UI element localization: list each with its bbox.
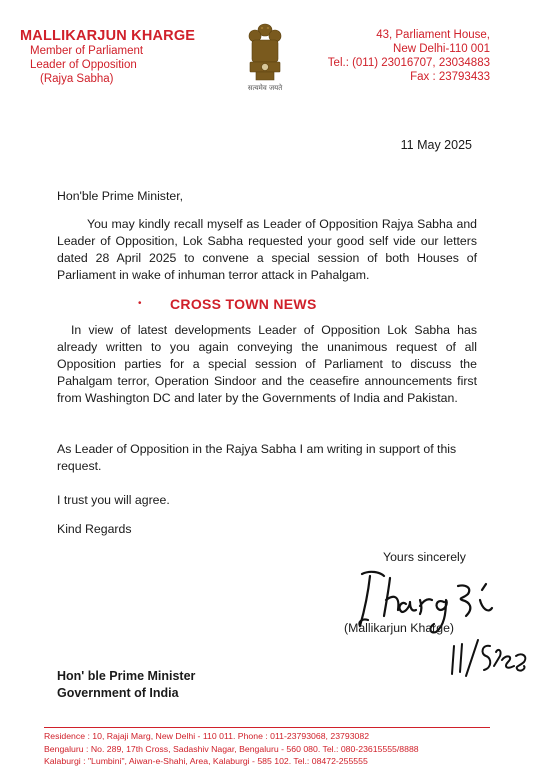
footer-kalaburgi: Kalaburgi : "Lumbini", Aiwan-e-Shahi, Area, Kalaburgi - 585 102. Tel.: 08472-255555 <box>44 756 368 766</box>
emblem-motto: सत्यमेव जयते <box>247 84 283 92</box>
signatory-name: (Mallikarjun Kharge) <box>344 621 455 635</box>
paragraph-4: I trust you will agree. <box>57 493 170 507</box>
sender-name: MALLIKARJUN KHARGE <box>20 28 196 44</box>
address-fax: Fax : 23793433 <box>410 71 490 83</box>
sender-title-2: Leader of Opposition <box>30 59 137 71</box>
paragraph-1 <box>57 216 477 284</box>
paragraph-2-text: In view of latest developments Leader of Opposition Lok Sabha has already written to you again conveying the unanimous request of all Opposition parties for a special session of Parliament to discuss the Pahalgam terror, Operation Sindoor and the ceasefire announcements first from Washington DC and later by the Governments of India and Pakistan. <box>57 323 477 405</box>
watermark-text: CROSS TOWN NEWS <box>170 296 317 312</box>
letter-date: 11 May 2025 <box>400 138 472 152</box>
sender-title-1: Member of Parliament <box>30 45 144 57</box>
closing: Yours sincerely <box>383 550 466 564</box>
addressee-line-1: Hon' ble Prime Minister <box>57 669 196 683</box>
address-phone: Tel.: (011) 23016707, 23034883 <box>327 57 490 69</box>
salutation: Hon'ble Prime Minister, <box>57 189 184 203</box>
address-line-2: New Delhi-110 001 <box>393 43 490 55</box>
letterhead-address <box>270 28 490 84</box>
paragraph-5: Kind Regards <box>57 522 132 536</box>
footer-residence: Residence : 10, Rajaji Marg, New Delhi - 110 011. Phone : 011-23793068, 23793082 <box>44 731 370 741</box>
footer-addresses <box>44 730 514 768</box>
handwritten-date <box>448 636 530 682</box>
footer-bengaluru: Bengaluru : No. 289, 17th Cross, Sadashiv Nagar, Bengaluru - 560 080. Tel.: 080-23615555/8888 <box>44 743 419 754</box>
watermark-dot: • <box>138 298 142 309</box>
paragraph-2 <box>57 322 477 407</box>
addressee-block <box>57 668 195 702</box>
sender-title-3: (Rajya Sabha) <box>40 73 114 85</box>
paragraph-3: As Leader of Opposition in the Rajya Sabha I am writing in support of this request. <box>57 442 457 473</box>
footer-divider <box>44 727 490 728</box>
addressee-line-2: Government of India <box>57 686 179 700</box>
paragraph-1-text: You may kindly recall myself as Leader of Opposition Rajya Sabha and Leader of Opposition, Lok Sabha requested your good self vide our letters dated 28 April 2025 to convene a special session of both Houses of Parliament in wake of inhuman terror attack in Pahalgam. <box>57 217 477 282</box>
address-line-1: 43, Parliament House, <box>376 29 490 41</box>
letterhead-sender <box>20 28 220 86</box>
